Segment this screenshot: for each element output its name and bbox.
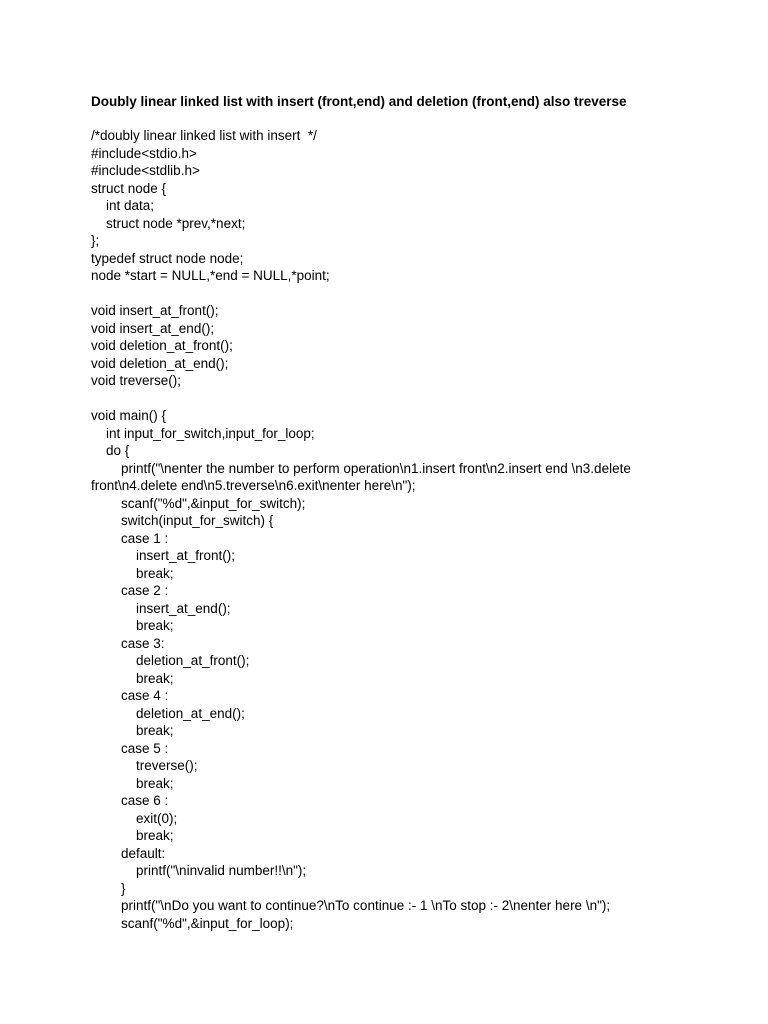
code-line bbox=[91, 285, 751, 303]
code-line: printf("\ninvalid number!!\n"); bbox=[91, 863, 307, 878]
code-line: void main() { bbox=[91, 408, 167, 423]
code-line: switch(input_for_switch) { bbox=[91, 513, 274, 528]
code-line: case 3: bbox=[91, 635, 165, 651]
code-line: break; bbox=[91, 670, 174, 686]
code-line bbox=[91, 390, 751, 408]
code-line: void treverse(); bbox=[91, 373, 182, 388]
code-line: scanf("%d",&input_for_switch); bbox=[91, 495, 306, 511]
code-line: int input_for_switch,input_for_loop; bbox=[91, 425, 315, 441]
code-line: deletion_at_front(); bbox=[91, 653, 250, 668]
code-line: exit(0); bbox=[91, 810, 178, 826]
code-line: insert_at_end(); bbox=[91, 600, 231, 616]
code-line: scanf("%d",&input_for_loop); bbox=[91, 915, 294, 931]
code-line: /*doubly linear linked list with insert */ bbox=[91, 128, 317, 143]
code-line: struct node { bbox=[91, 180, 167, 196]
code-line: } bbox=[91, 880, 126, 896]
code-line: case 1 : bbox=[91, 530, 169, 546]
code-line: case 5 : bbox=[91, 740, 169, 756]
code-line: int data; bbox=[91, 198, 155, 213]
code-line: front\n4.delete end\n5.treverse\n6.exit\nenter here\n"); bbox=[91, 478, 416, 493]
code-line: }; bbox=[91, 233, 100, 248]
code-line: case 2 : bbox=[91, 583, 169, 598]
code-line: break; bbox=[91, 828, 174, 843]
code-line: break; bbox=[91, 723, 174, 738]
code-line: #include<stdio.h> bbox=[91, 145, 197, 161]
code-line: #include<stdlib.h> bbox=[91, 163, 200, 178]
code-line: void deletion_at_end(); bbox=[91, 355, 229, 371]
code-line: do { bbox=[91, 443, 130, 458]
code-line: void insert_at_front(); bbox=[91, 303, 219, 318]
code-line: break; bbox=[91, 775, 174, 791]
code-line: default: bbox=[91, 845, 166, 861]
code-line: insert_at_front(); bbox=[91, 548, 236, 563]
code-line: case 6 : bbox=[91, 793, 169, 808]
code-line: deletion_at_end(); bbox=[91, 705, 245, 721]
code-line: node *start = NULL,*end = NULL,*point; bbox=[91, 268, 330, 283]
code-line: struct node *prev,*next; bbox=[91, 215, 246, 231]
code-line: void insert_at_end(); bbox=[91, 320, 215, 336]
code-line: case 4 : bbox=[91, 688, 169, 703]
code-line: typedef struct node node; bbox=[91, 250, 244, 266]
code-listing bbox=[91, 127, 751, 932]
code-line: treverse(); bbox=[91, 758, 198, 773]
code-line: break; bbox=[91, 565, 174, 581]
code-line: printf("\nenter the number to perform operation\n1.insert front\n2.insert end \n3.delete bbox=[91, 460, 631, 476]
code-line: void deletion_at_front(); bbox=[91, 338, 233, 353]
code-line: printf("\nDo you want to continue?\nTo continue :- 1 \nTo stop :- 2\nenter here \n"); bbox=[91, 898, 611, 913]
document-title: Doubly linear linked list with insert (front,end) and deletion (front,end) also treverse bbox=[91, 94, 627, 109]
code-line: break; bbox=[91, 618, 174, 633]
